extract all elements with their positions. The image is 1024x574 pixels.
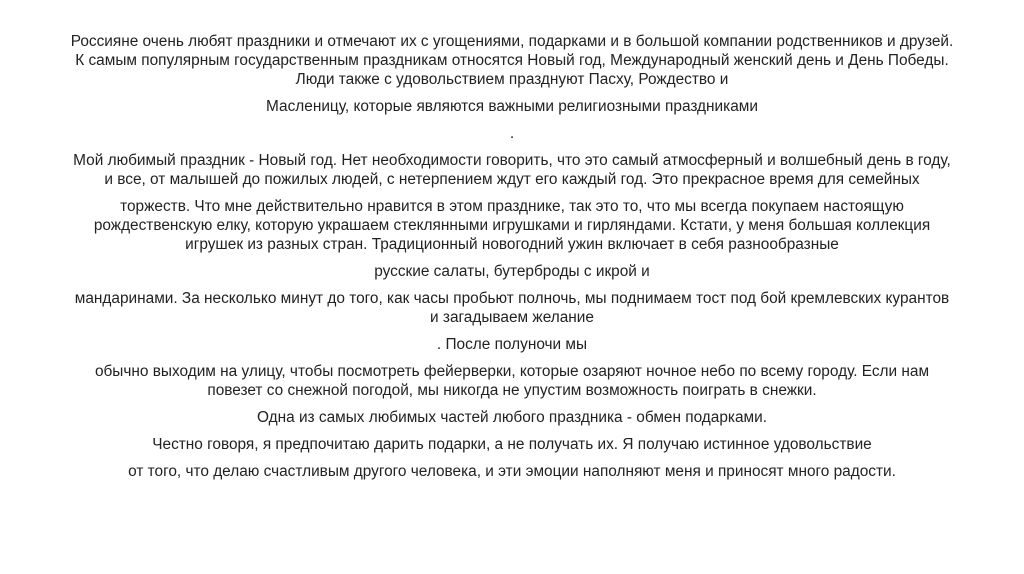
paragraph-5: торжеств. Что мне действительно нравится в этом празднике, так это то, что мы всегда покупаем настоящую рождественскую елку, которую украшаем стеклянными игрушками и гирляндами. Кстати, у меня большая коллекция игрушек из разных стран. Традиционный новогодний ужин включает в себя разнообразные	[93, 198, 931, 253]
paragraph-4: Мой любимый праздник - Новый год. Нет необходимости говорить, что это самый атмосферный и волшебный день в году, и все, от малышей до пожилых людей, с нетерпением ждут его каждый год. Это прекрасное время для семейных	[73, 152, 951, 188]
paragraph-3: .	[509, 125, 515, 142]
paragraph-11: Честно говоря, я предпочитаю дарить подарки, а не получать их. Я получаю истинное удовольствие	[152, 436, 872, 453]
paragraph-6: русские салаты, бутерброды с икрой и	[374, 263, 650, 280]
paragraph-7: мандаринами. За несколько минут до того, как часы пробьют полночь, мы поднимаем тост под бой кремлевских курантов и загадываем желание	[74, 290, 950, 326]
paragraph-8: . После полуночи мы	[436, 336, 588, 353]
paragraph-10: Одна из самых любимых частей любого праздника - обмен подарками.	[257, 409, 767, 426]
paragraph-1: Россияне очень любят праздники и отмечают их с угощениями, подарками и в большой компании родственников и друзей. К самым популярным государственным праздникам относятся Новый год, Международный женский день и День Победы. Люди также с удовольствием празднуют Пасху, Рождество и	[70, 33, 954, 88]
paragraph-2: Масленицу, которые являются важными религиозными праздниками	[266, 98, 758, 115]
essay-text	[70, 32, 954, 489]
paragraph-12: от того, что делаю счастливым другого человека, и эти эмоции наполняют меня и приносят много радости.	[128, 463, 896, 480]
paragraph-9: обычно выходим на улицу, чтобы посмотреть фейерверки, которые озаряют ночное небо по всему городу. Если нам повезет со снежной погодой, мы никогда не упустим возможность поиграть в снежки.	[94, 363, 930, 399]
